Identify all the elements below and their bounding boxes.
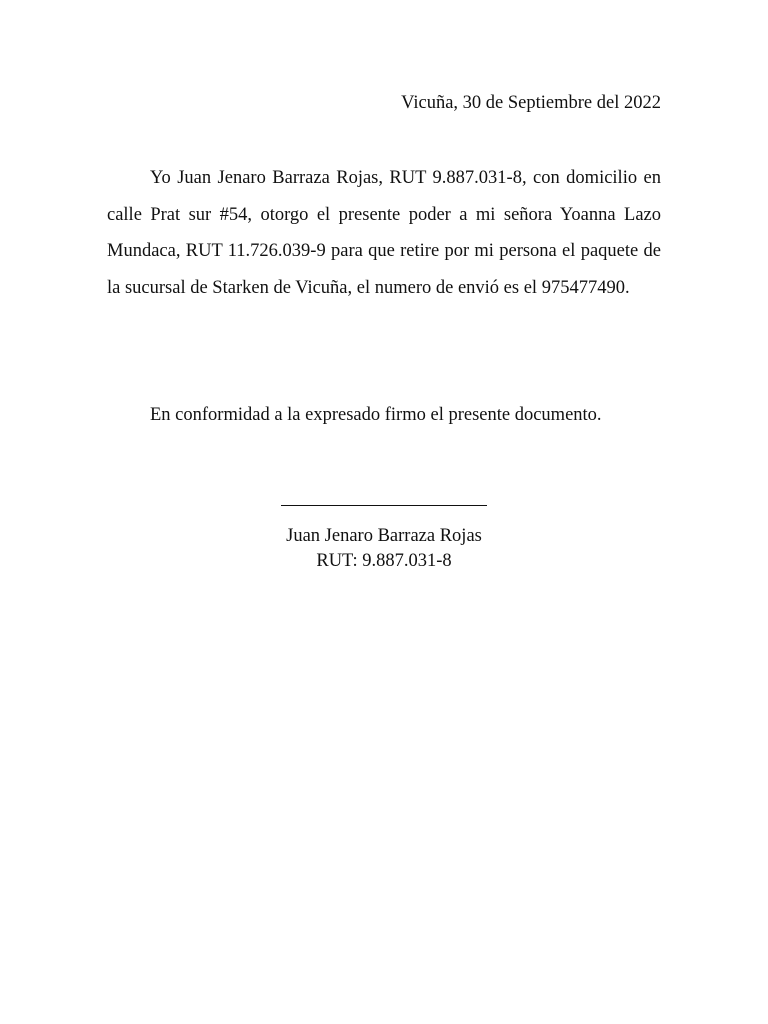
signature-line <box>281 505 487 506</box>
closing-statement: En conformidad a la expresado firmo el presente documento. <box>150 405 602 425</box>
signature-block <box>234 505 534 574</box>
signer-rut: RUT: 9.887.031-8 <box>316 551 452 571</box>
power-of-attorney-paragraph: Yo Juan Jenaro Barraza Rojas, RUT 9.887.031-8, con domicilio en calle Prat sur #54, otorgo el presente poder a mi señora Yoanna Lazo Mundaca, RUT 11.726.039-9 para que retire por mi persona el paquete de la sucursal de Starken de Vicuña, el numero de envió es el 975477490. <box>107 168 661 298</box>
place-date: Vicuña, 30 de Septiembre del 2022 <box>401 93 661 113</box>
signer-name: Juan Jenaro Barraza Rojas <box>286 526 482 546</box>
